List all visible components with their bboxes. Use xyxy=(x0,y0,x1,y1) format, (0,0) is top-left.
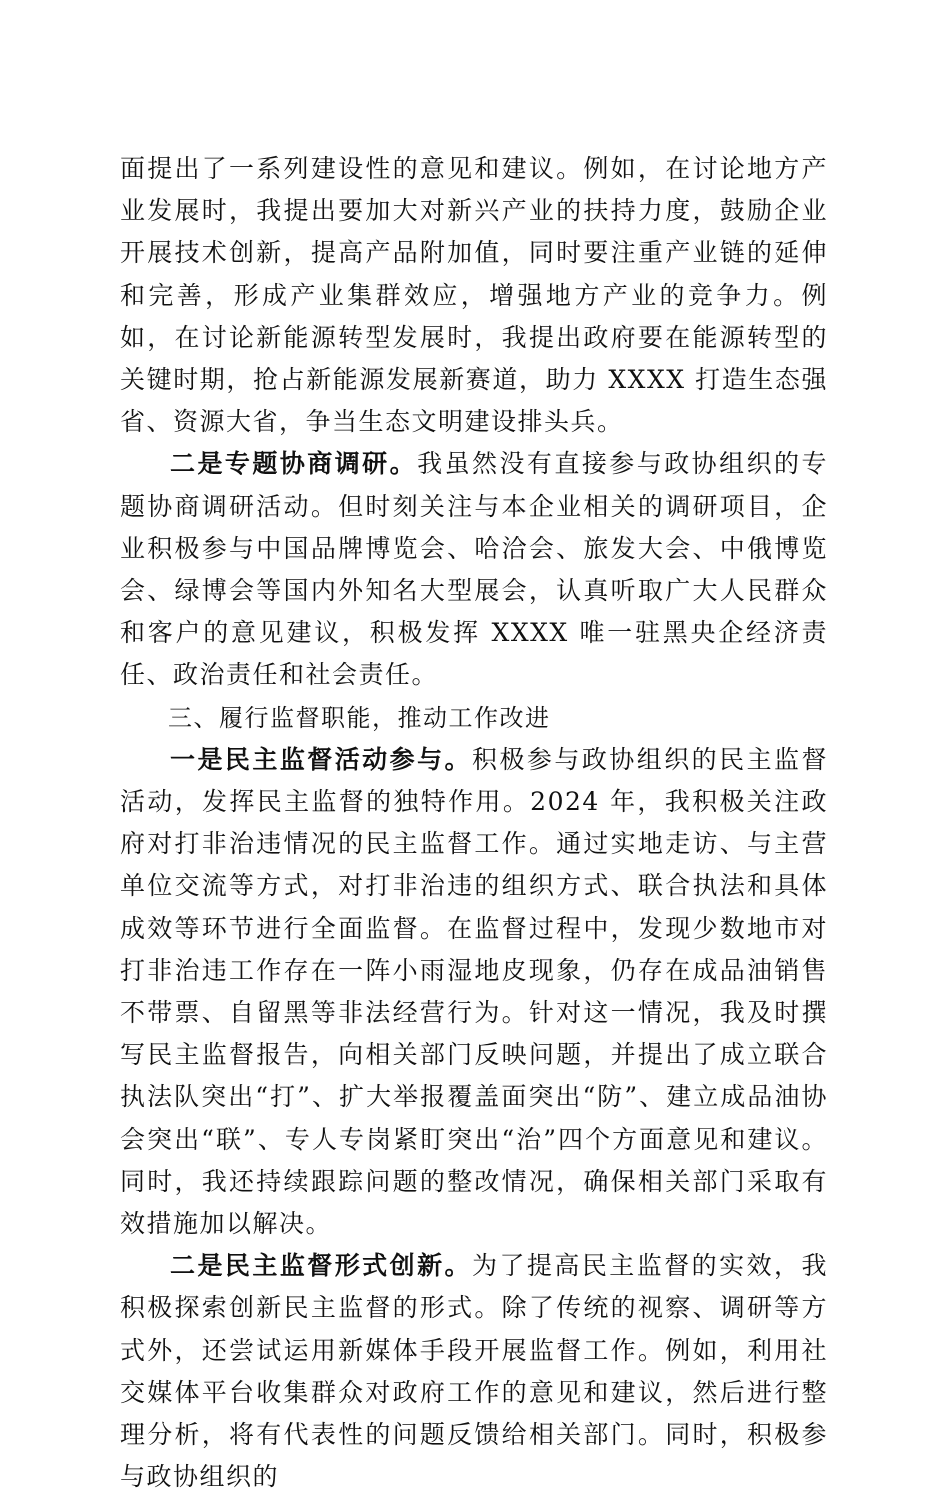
section-heading: 三、履行监督职能，推动工作改进 xyxy=(168,703,551,732)
paragraph-text: 我虽然没有直接参与政协组织的专题协商调研活动。但时刻关注与本企业相关的调研项目，企业积极参与中国品牌博览会、哈洽会、旅发大会、中俄博览会、绿博会等国内外知名大型展会，认真听取广大人民群众和客户的意见建议，积极发挥 XXXX 唯一驻黑央企经济责任、政治责任和社会责任。 xyxy=(120,449,828,690)
document-body xyxy=(120,148,828,1499)
paragraph-text: 面提出了一系列建设性的意见和建议。例如，在讨论地方产业发展时，我提出要加大对新兴产业的扶持力度，鼓励企业开展技术创新，提高产品附加值，同时要注重产业链的延伸和完善，形成产业集群效应，增强地方产业的竞争力。例如，在讨论新能源转型发展时，我提出政府要在能源转型的关键时期，抢占新能源发展新赛道，助力 XXXX 打造生态强省、资源大省，争当生态文明建设排头兵。 xyxy=(120,154,828,437)
paragraph-lead: 二是民主监督形式创新。 xyxy=(170,1251,473,1281)
paragraph-lead: 二是专题协商调研。 xyxy=(170,449,418,479)
paragraph-text: 为了提高民主监督的实效，我积极探索创新民主监督的形式。除了传统的视察、调研等方式外，还尝试运用新媒体手段开展监督工作。例如，利用社交媒体平台收集群众对政府工作的意见和建议，然后进行整理分析，将有代表性的问题反馈给相关部门。同时，积极参与政协组织的 xyxy=(120,1251,828,1492)
paragraph-lead: 一是民主监督活动参与。 xyxy=(170,744,473,774)
paragraph-supervision-innovation xyxy=(120,1245,828,1498)
paragraph-text: 积极参与政协组织的民主监督活动，发挥民主监督的独特作用。2024 年，我积极关注政府对打非治违情况的民主监督工作。通过实地走访、与主营单位交流等方式，对打非治违的组织方式、联合执法和具体成效等环节进行全面监督。在监督过程中，发现少数地市对打非治违工作存在一阵小雨湿地皮现象，仍存在成品油销售不带票、自留黑等非法经营行为。针对这一情况，我及时撰写民主监督报告，向相关部门反映问题，并提出了成立联合执法队突出“打”、扩大举报覆盖面突出“防”、建立成品油协会突出“联”、专人专岗紧盯突出“治”四个方面意见和建议。同时，我还持续跟踪问题的整改情况，确保相关部门采取有效措施加以解决。 xyxy=(120,744,828,1239)
paragraph-continued xyxy=(120,148,828,443)
paragraph-topic-consultation xyxy=(120,443,828,696)
paragraph-supervision-participation xyxy=(120,739,828,1245)
